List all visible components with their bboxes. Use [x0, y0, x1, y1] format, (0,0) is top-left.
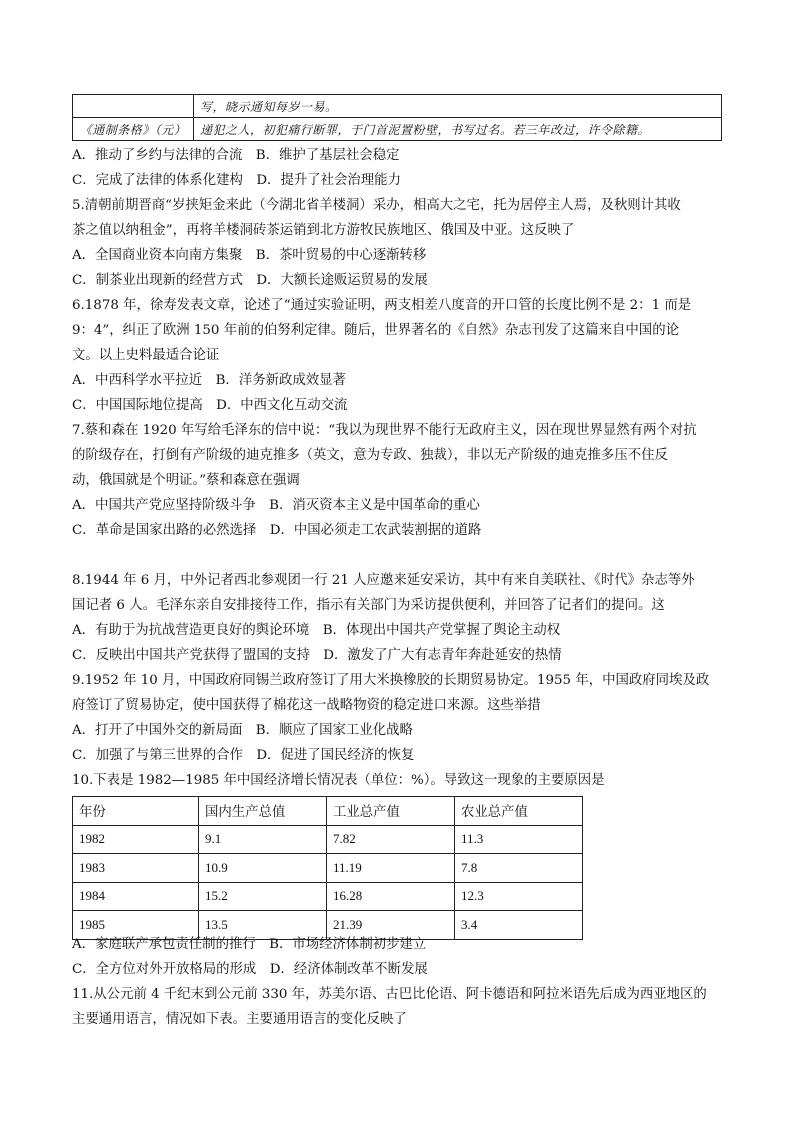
question-text: 8.1944 年 6 月，中外记者西北参观团一行 21 人应邀来延安采访，其中有来自美联社、《时代》杂志等外 [72, 573, 695, 588]
text-line: C．全方位对外开放格局的形成 D．经济体制改革不断发展 [72, 962, 428, 977]
table-cell: 《通制条格》（元） [73, 118, 194, 141]
table-cell: 15.2 [199, 882, 327, 911]
economic-growth-table [72, 796, 583, 940]
question-text: 5.清朝前期晋商“岁挟矩金来此（今湖北省羊楼洞）采办，相高大之宅，托为居停主人焉，及秋则计其收 [72, 198, 681, 213]
table-cell: 递犯之人，初犯痛行断罪，于门首泥置粉壁，书写过名。若三年改过，许令除籍。 [194, 118, 722, 141]
text-line: C．反映出中国共产党获得了盟国的支持 D．激发了广大有志青年奔赴延安的热情 [72, 648, 562, 663]
question-text: 动，俄国就是个明证。”蔡和森意在强调 [72, 473, 300, 488]
table-cell: 7.8 [455, 854, 583, 883]
table-row [73, 854, 583, 883]
text-line: A．全国商业资本向南方集聚 B．茶叶贸易的中心逐渐转移 [72, 248, 427, 263]
question-text: 9：4”，纠正了欧洲 150 年前的伯努利定律。随后，世界著名的《自然》杂志刊发了这篇来自中国的论 [72, 323, 679, 338]
question-text: 府签订了贸易协定，使中国获得了棉花这一战略物资的稳定进口来源。这些举措 [72, 698, 541, 713]
column-header: 工业总产值 [327, 797, 455, 826]
question-text: 6.1878 年，徐寿发表文章，论述了“通过实验证明，两支相差八度音的开口管的长度比例不是 2：1 而是 [72, 298, 692, 313]
question-text: 文。以上史料最适合论证 [72, 348, 220, 363]
text-line: C．加强了与第三世界的合作 D．促进了国民经济的恢复 [72, 748, 415, 763]
text-line: A．有助于为抗战营造更良好的舆论环境 B．体现出中国共产党掌握了舆论主动权 [72, 623, 561, 638]
table-cell: 10.9 [199, 854, 327, 883]
table-cell: 7.82 [327, 825, 455, 854]
text-line: C．革命是国家出路的必然选择 D．中国必须走工农武装割据的道路 [72, 523, 482, 538]
legal-code-table [72, 94, 722, 141]
table-cell: 11.19 [327, 854, 455, 883]
question-text: 的阶级存在，打倒有产阶级的迪克推多（英文，意为专政、独裁），非以无产阶级的迪克推多压不住反 [72, 448, 668, 463]
table-cell: 11.3 [455, 825, 583, 854]
table-cell: 13.5 [199, 911, 327, 940]
question-text: 茶之值以纳租金”，再将羊楼洞砖茶运销到北方游牧民族地区、俄国及中亚。这反映了 [72, 223, 575, 238]
text-line: A．中国共产党应坚持阶级斗争 B．消灭资本主义是中国革命的重心 [72, 498, 480, 513]
text-line: A．打开了中国外交的新局面 B．顺应了国家工业化战略 [72, 723, 413, 738]
table-cell: 1982 [73, 825, 199, 854]
table-cell: 写，晓示通知每岁一易。 [194, 95, 722, 118]
text-line: C．制茶业出现新的经营方式 D．大额长途贩运贸易的发展 [72, 273, 428, 288]
question-text: 9.1952 年 10 月，中国政府同锡兰政府签订了用大米换橡胶的长期贸易协定。1955 年，中国政府同埃及政 [72, 673, 710, 688]
question-text: 10.下表是 1982—1985 年中国经济增长情况表（单位：%）。导致这一现象的主要原因是 [72, 773, 605, 788]
text-line: A．家庭联产承包责任制的推行 B．市场经济体制初步建立 [72, 937, 427, 952]
table-row [73, 118, 722, 141]
table-row [73, 825, 583, 854]
question-text: 主要通用语言，情况如下表。主要通用语言的变化反映了 [72, 1012, 407, 1027]
question-text: 11.从公元前 4 千纪末到公元前 330 年，苏美尔语、古巴比伦语、阿卡德语和阿拉米语先后成为西亚地区的 [72, 987, 707, 1002]
table-header-row [73, 797, 583, 826]
question-text: 国记者 6 人。毛泽东亲自安排接待工作，指示有关部门为采访提供便利，并回答了记者们的提问。这 [72, 598, 665, 613]
table-cell: 9.1 [199, 825, 327, 854]
table-cell: 3.4 [455, 911, 583, 940]
text-line: C．中国国际地位提高 D．中西文化互动交流 [72, 398, 348, 413]
column-header: 国内生产总值 [199, 797, 327, 826]
table-cell: 1983 [73, 854, 199, 883]
column-header: 农业总产值 [455, 797, 583, 826]
table-cell [73, 95, 194, 118]
table-cell: 12.3 [455, 882, 583, 911]
column-header: 年份 [73, 797, 199, 826]
text-line: A．中西科学水平拉近 B．洋务新政成效显著 [72, 373, 346, 388]
table-cell: 1984 [73, 882, 199, 911]
text-line: A．推动了乡约与法律的合流 B．维护了基层社会稳定 [72, 148, 400, 163]
table-cell: 1985 [73, 911, 199, 940]
table-row [73, 95, 722, 118]
table-row [73, 882, 583, 911]
table-cell: 16.28 [327, 882, 455, 911]
question-text: 7.蔡和森在 1920 年写给毛泽东的信中说：“我以为现世界不能行无政府主义，因在现世界显然有两个对抗 [72, 423, 697, 438]
text-line: C．完成了法律的体系化建构 D．提升了社会治理能力 [72, 173, 401, 188]
table-cell: 21.39 [327, 911, 455, 940]
